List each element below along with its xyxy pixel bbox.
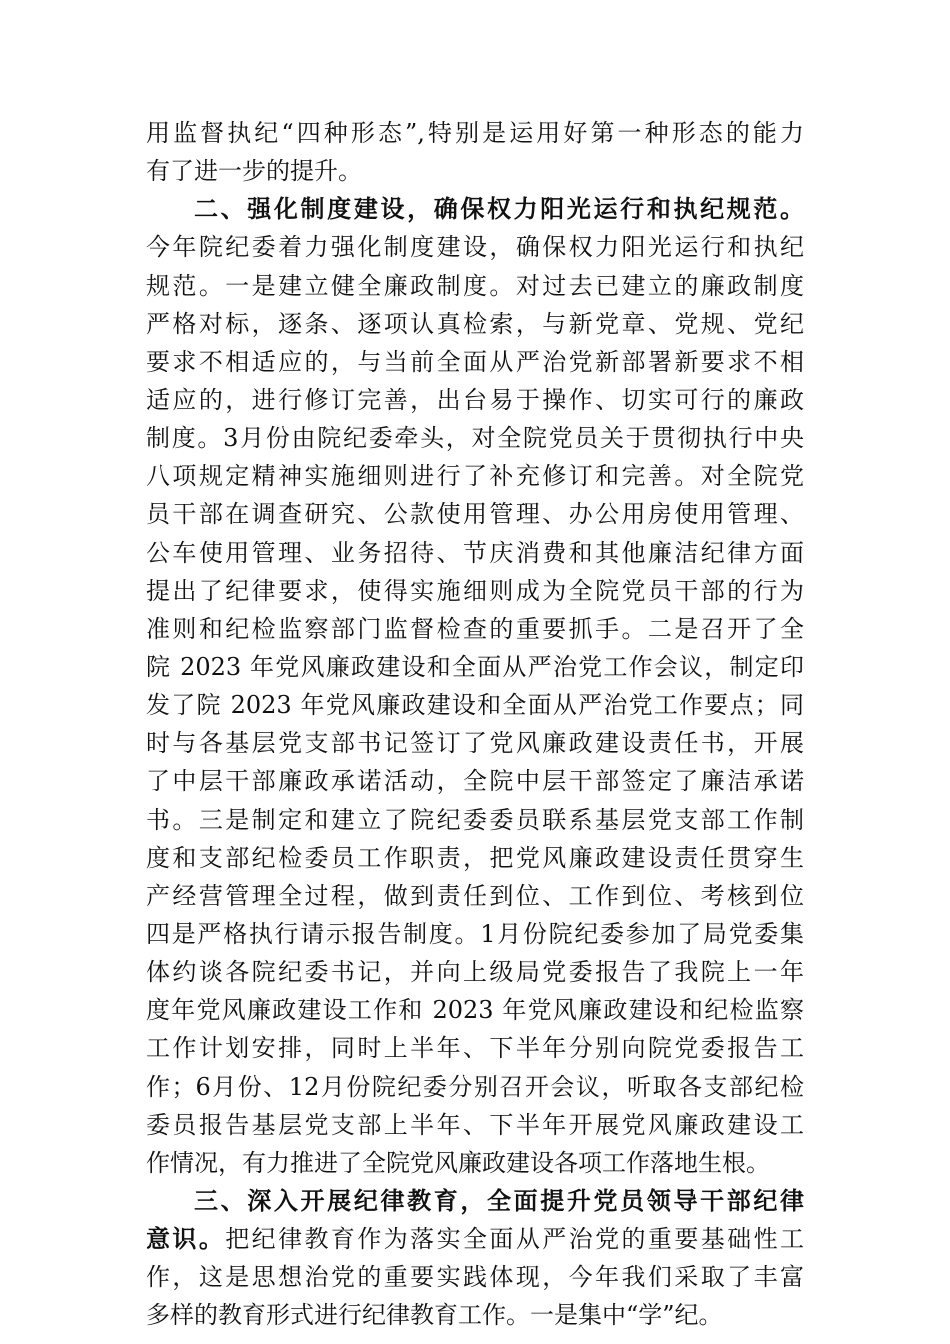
- text-line: 提出了纪律要求，使得实施细则成为全院党员干部的行为: [146, 576, 804, 605]
- text-line: 度和支部纪检委员工作职责，把党风廉政建设责任贯穿生: [146, 843, 804, 872]
- text-line: 书。三是制定和建立了院纪委委员联系基层党支部工作制: [146, 805, 804, 834]
- text-line: 制度。3月份由院纪委牵头，对全院党员关于贯彻执行中央: [146, 424, 804, 453]
- text-line: 院 2023 年党风廉政建设和全面从严治党工作会议，制定印: [146, 652, 804, 681]
- text-run: 把纪律教育作为落实全面从严治党的重要基础性工: [225, 1225, 804, 1254]
- text-line: 要求不相适应的，与当前全面从严治党新部署新要求不相: [146, 347, 804, 376]
- text-line: 员干部在调查研究、公款使用管理、办公用房使用管理、: [146, 500, 804, 529]
- text-line: 作，这是思想治党的重要实践体现，今年我们采取了丰富: [146, 1263, 804, 1292]
- section-heading-3: 三、深入开展纪律教育，全面提升党员领导干部纪律: [194, 1186, 804, 1215]
- text-line: 有了进一步的提升。: [146, 157, 362, 186]
- section-heading-3-tail: 意识。: [146, 1225, 226, 1254]
- text-line: 八项规定精神实施细则进行了补充修订和完善。对全院党: [146, 462, 804, 491]
- text-line: 公车使用管理、业务招待、节庆消费和其他廉洁纪律方面: [146, 538, 804, 567]
- text-line: 规范。一是建立健全廉政制度。对过去已建立的廉政制度: [146, 271, 804, 300]
- text-line: 四是严格执行请示报告制度。1月份院纪委参加了局党委集: [146, 919, 804, 948]
- text-line: 工作计划安排，同时上半年、下半年分别向院党委报告工: [146, 1034, 804, 1063]
- text-line: 适应的，进行修订完善，出台易于操作、切实可行的廉政: [146, 385, 804, 414]
- section-heading-2: 二、强化制度建设，确保权力阳光运行和执纪规范。: [194, 195, 804, 224]
- text-line: 了中层干部廉政承诺活动，全院中层干部签定了廉洁承诺: [146, 767, 804, 796]
- text-line: 体约谈各院纪委书记，并向上级局党委报告了我院上一年: [146, 958, 804, 987]
- text-line: 作情况，有力推进了全院党风廉政建设各项工作落地生根。: [146, 1148, 770, 1177]
- text-line: 作；6月份、12月份院纪委分别召开会议，听取各支部纪检: [146, 1072, 804, 1101]
- text-line: 今年院纪委着力强化制度建设，确保权力阳光运行和执纪: [146, 233, 804, 262]
- text-line: 准则和纪检监察部门监督检查的重要抓手。二是召开了全: [146, 614, 804, 643]
- text-line: 度年党风廉政建设工作和 2023 年党风廉政建设和纪检监察: [146, 996, 804, 1025]
- text-line: 多样的教育形式进行纪律教育工作。一是集中“学”纪。: [146, 1301, 723, 1330]
- text-line: 用监督执纪“四种形态”,特别是运用好第一种形态的能力: [146, 119, 804, 147]
- text-line-mixed: [146, 1220, 804, 1258]
- text-line: 产经营管理全过程，做到责任到位、工作到位、考核到位: [146, 881, 804, 910]
- text-line: 时与各基层党支部书记签订了党风廉政建设责任书，开展: [146, 729, 804, 758]
- text-line: 委员报告基层党支部上半年、下半年开展党风廉政建设工: [146, 1110, 804, 1139]
- text-line: 发了院 2023 年党风廉政建设和全面从严治党工作要点；同: [146, 691, 804, 720]
- text-line: 严格对标，逐条、逐项认真检索，与新党章、党规、党纪: [146, 309, 804, 338]
- body-text: [146, 114, 804, 1335]
